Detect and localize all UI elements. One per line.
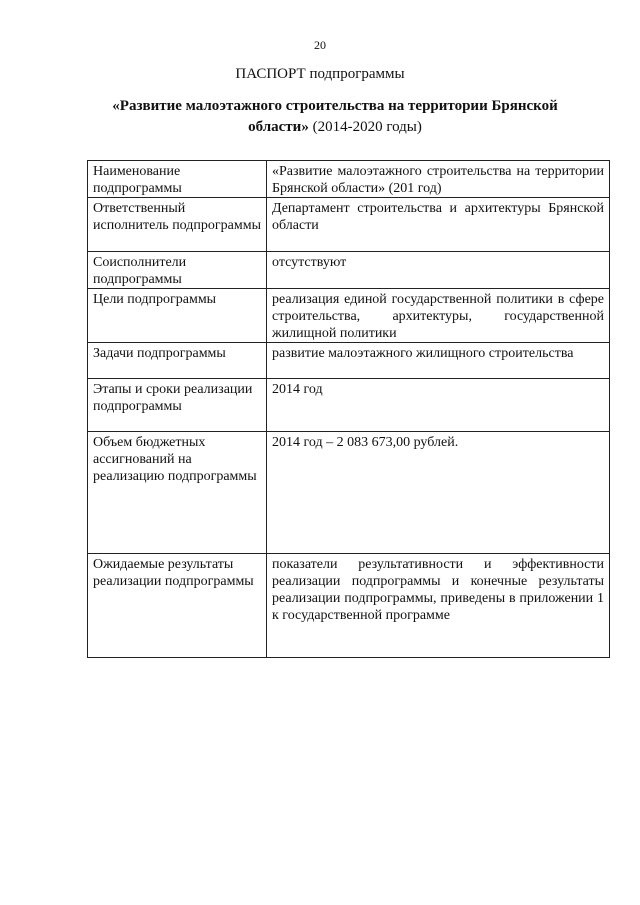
subprogram-title — [100, 96, 570, 138]
table-row — [88, 379, 610, 432]
table-row — [88, 554, 610, 658]
row-value: реализация единой государственной политики в сфере строительства, архитектуры, государственной жилищной политики — [267, 289, 610, 343]
row-label: Соисполнители подпрограммы — [88, 252, 267, 289]
table-row — [88, 432, 610, 554]
row-label: Ожидаемые результаты реализации подпрограммы — [88, 554, 267, 658]
table-row — [88, 343, 610, 379]
passport-heading: ПАСПОРТ подпрограммы — [235, 66, 405, 82]
row-value: развитие малоэтажного жилищного строительства — [267, 343, 610, 379]
page-number: 20 — [314, 38, 326, 52]
table-row — [88, 198, 610, 252]
row-value: «Развитие малоэтажного строительства на территории Брянской области» (201 год) — [267, 161, 610, 198]
passport-table — [87, 160, 610, 658]
subprogram-title-years: (2014-2020 годы) — [308, 119, 422, 135]
table-row — [88, 161, 610, 198]
row-value: отсутствуют — [267, 252, 610, 289]
row-label: Наименование подпрограммы — [88, 161, 267, 198]
row-value: 2014 год — [267, 379, 610, 432]
row-label: Объем бюджетных ассигнований на реализацию подпрограммы — [88, 432, 267, 554]
row-label: Этапы и сроки реализации подпрограммы — [88, 379, 267, 432]
row-value: 2014 год – 2 083 673,00 рублей. — [267, 432, 610, 554]
row-label: Задачи подпрограммы — [88, 343, 267, 379]
subprogram-title-bold: «Развитие малоэтажного строительства на территории Брянской области» — [112, 98, 558, 135]
row-label: Ответственный исполнитель подпрограммы — [88, 198, 267, 252]
table-row — [88, 252, 610, 289]
row-label: Цели подпрограммы — [88, 289, 267, 343]
table-row — [88, 289, 610, 343]
row-value: Департамент строительства и архитектуры Брянской области — [267, 198, 610, 252]
row-value: показатели результативности и эффективности реализации подпрограммы и конечные результаты реализации подпрограммы, приведены в приложении 1 к государственной программе — [267, 554, 610, 658]
